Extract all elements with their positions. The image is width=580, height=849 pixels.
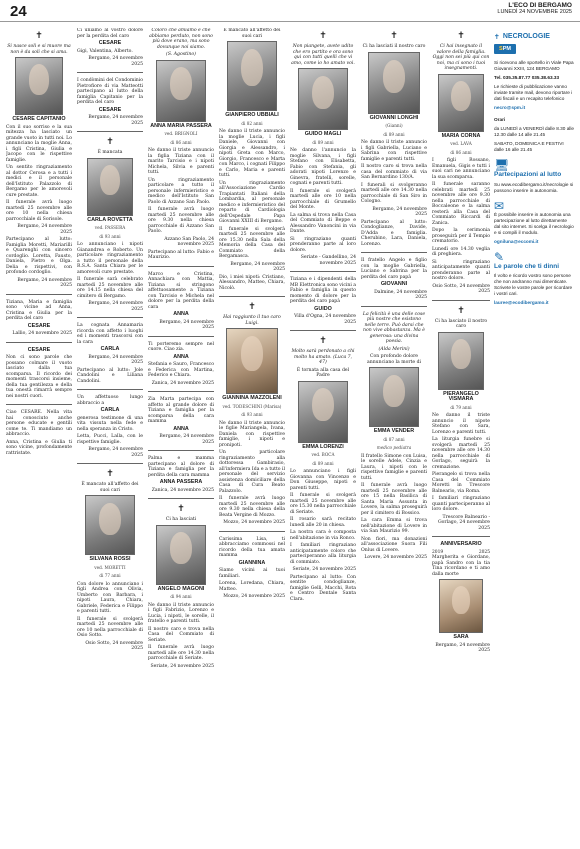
notice-text: Il rosario sarà recitato lunedì alle 20 in chiesa. (290, 517, 356, 528)
notice-text: I familiari ringraziano anticipatamente coloro che parteciperanno alla liturgia di commiato. (290, 543, 356, 565)
deceased-photo (227, 41, 277, 111)
divider (148, 336, 214, 337)
newspaper-name: L'ECO DI BERGAMO (508, 2, 572, 9)
notice-text: Ci ha lasciato il nostro caro (434, 318, 488, 329)
deceased-name: CESARE CAPITANIO (12, 116, 66, 122)
divider (77, 389, 143, 390)
sidebar-title (494, 34, 574, 40)
notice-text: Dopo la cerimonia proseguirà per il Tempio crematorio. (432, 228, 490, 244)
anniversary-year-end: 2025 (478, 549, 490, 555)
deceased-age: di 82 anni (241, 120, 263, 126)
notice-text: Marco e Cristina, Annachiara con Mattia, Tiziana si stringono affettuosamente a Tiziana con Tarcisio e Michela nel dolore per la perdita della cara (148, 271, 214, 310)
notice-text: Il nostro caro si trova nella casa del commiato di via San Bernardino 130/A. (361, 164, 427, 180)
deceased-age: di 77 anni (99, 573, 121, 578)
notice-text: Anna, Cristina e Giulia ti sono vicine, profondamente rattristate. (6, 439, 72, 456)
notice-date: Bergamo, 24 novembre 2025 (230, 261, 285, 272)
notice-text: Gigi, Valentina, Alberto. (77, 48, 133, 54)
notice-text: generosa testimone di una vita vissuta nella fede e nella speranza in Cristo. (77, 415, 143, 432)
notice-text: Un sentito ringraziamento al dottor Cerosa e a tutti i medici e il personale dell'Istituto Palazzolo di Bergamo per le amorevoli cure prestate. (6, 165, 72, 198)
notice-text: Con dolore lo annunciano i figli Andrea con Olivia, Umberto con Barbara, i nipoti Laura, Chiara, Gabriele, Federica e Filippo e parenti tutti. (77, 581, 143, 614)
divider (432, 300, 490, 301)
partecipazioni-title: Partecipazioni al lutto (494, 171, 562, 178)
notice-date: Bergamo, 24 novembre 2025 (159, 434, 214, 445)
deceased-photo (298, 381, 348, 443)
sidebar-text: Su www.ecodibergamo.it/necrologie si possono inserire in autonomia. (494, 181, 574, 193)
notice-date: Bergamo, 24 novembre 2025 (88, 447, 143, 458)
spm-logo (494, 44, 516, 54)
notice-date: Lallio, 24 novembre 2025 (12, 331, 72, 336)
deceased-age: di 89 anni (312, 460, 334, 466)
notice-text: Margherita e Giordano, papà Sandro con la tia Tina ricordano e ti amo dalla morte (432, 555, 490, 577)
notice-text: Lo annunciano i figli Giovanna con Vincenzo e Don Giuseppe, nipoti e parenti tutti. (290, 469, 356, 491)
notice-text: Si ringraziano quanti prenderanno parte al loro dolore. (290, 236, 356, 253)
notice-text: Un ringraziamento particolare a tutto il personale infermieristico e medico dell'Istituto San Paolo di Azzano San Paolo. (148, 177, 214, 205)
hours-weekend: SABATO, DOMENICA E FESTIVI dalle 16 alle 21.45 (494, 141, 564, 152)
deceased-subtitle: ved. MORETTI (94, 564, 126, 570)
notice-text: Il fratello Angelo e figlio con la moglie Gabriella, Luciano e Sabrina per la perdita del caro papà (361, 258, 427, 280)
deceased-subtitle: ved. LAVA (450, 141, 472, 146)
notice-text: Ne danno il triste annuncio i figli Fabrizio, Lorenzo e Lucia, i nipoti, le sorelle, il fratello e parenti tutti. (148, 602, 214, 624)
notice-text: Il funerale avrà luogo martedì 25 novembre alle ore 9.30 nella chiesa della Beata Vergine di Mozzo. (219, 496, 285, 518)
deceased-photo (85, 495, 135, 555)
notice-text: Un particolare ringraziamento alla dottoressa Gambirasio, all'infermiera Ida e a tutto il personale del servizio assistenza domiciliare della Casa di Cura Beato Palazzolo. (219, 450, 285, 494)
deceased-name: CESARE (27, 346, 51, 353)
pen-icon: ✎ (494, 249, 505, 264)
notice-text: È tornata alla casa del Padre (296, 367, 350, 378)
spm-logo-s: S (499, 46, 503, 52)
sidebar-email-link[interactable]: lauree@ecodibergamo.it (494, 300, 549, 305)
deceased-name: SILVANA ROSSI (89, 556, 131, 562)
notice-text: Con il suo sorriso e la sua mitezza ha lasciato un grande vuoto in tutti noi. Lo annunciano la moglie Anna, i figli Cristina, Giulia e Jacopo con le rispettive famiglie. (6, 124, 72, 163)
deceased-photo (439, 579, 483, 633)
notice-text: La cara Emma si trova nell'abitazione di Lovere in via San Maurizio 99. (361, 518, 427, 534)
notice-date: Lovere, 24 novembre 2025 (364, 555, 427, 560)
cross-icon: ✝ (35, 31, 43, 41)
notice-text: I condòmini del Condominio Pietrofiore di via Matteotti partecipano al lutto della famiglia Capitanio per la perdita del caro (77, 78, 143, 105)
notice-text: Lo annunciano i nipoti Gianandrea e Roberto. Un particolare ringraziamento a tutto il personale della R.S.A. Santa Chiara per le amorevoli cure prestate. (77, 242, 143, 275)
notice-date: Dalmine, 24 novembre 2025 (374, 289, 427, 300)
notice-text: Il funerale avrà luogo martedì alle ore 14.30 nella parrocchiale di Seriate. (148, 645, 214, 661)
quote: La felicità è una delle cose più nostre che esistono nelle terre. Può darsi che non vive abbastanza. Ma è generosa: una divina poesia. (362, 311, 426, 344)
deceased-name: EMMA LORENZI (302, 443, 344, 450)
notice-text: La salma si trova nella Casa del Commiato di Beppe e Alessandro Vanoncini in via Dante. (290, 212, 356, 234)
divider (290, 271, 356, 272)
notice-text: Il funerale sarà celebrato martedì 25 novembre alle ore 14.15 nella chiesa del cimitero di Bergamo. (77, 277, 143, 299)
divider (361, 306, 427, 307)
notice-date: Trescore Balneario - Gorlago, 24 novembre 2025 (437, 514, 490, 531)
notice-text: Lunedì ore 14.30 veglia di preghiera. (432, 246, 490, 257)
notice-text: Un affettuoso lungo abbraccio a (77, 395, 143, 406)
envelope-icon: ✉ (494, 198, 505, 213)
spm-logo-pm: PM (502, 46, 511, 52)
divider (361, 252, 427, 253)
notice-date: Bergamo, 24 novembre 2025 (88, 301, 143, 312)
cross-icon: ✝ (457, 31, 465, 41)
notice-date: Osio Sotto, 24 novembre 2025 (432, 283, 490, 294)
cross-icon: ✝ (248, 302, 256, 312)
cross-icon: ✝ (319, 31, 327, 41)
notice-date: Azzano San Paolo, 24 novembre 2025 (164, 236, 214, 247)
deceased-photo (369, 367, 419, 427)
notice-text: I figli Rossano, Emanuela, Gigis e tutti i suoi cari ne annunciano la sua scomparsa. (432, 158, 490, 180)
sidebar-phone: Tel. 035.35.87.77 035.38.63.33 (494, 75, 560, 80)
sidebar-email-link[interactable]: ogniluna@eccomi.it (494, 238, 539, 244)
notice-text: La cognata Annamaria ricorda con affetto i luoghi ed i momenti trascorsi con la cara (77, 323, 143, 345)
notice-text: Un ringraziamento all'Associazione Cardio Trapiantati Italiani della Lombardia, al personale medico e infermieristico del reparto di Cardiologia dell'Ospedale Papa Giovanni XXIII di Bergamo. (219, 180, 285, 224)
divider (432, 536, 490, 537)
deceased-name: ANGELO MAGONI (157, 585, 205, 592)
notice-date: Bergamo, 24 novembre 2025 (88, 354, 143, 365)
notice-text: Ne danno il triste annuncio i figli Gabriella, Luciano e Sabrina con rispettive famiglie e parenti tutti. (361, 140, 427, 162)
anniversary-year-start: 2019 (432, 549, 444, 555)
notice-text: Ne danno il triste annuncio la moglie Lucia, i figli Daniele, Giovanni con Giorgia e Alessandro, i nipoti Greta con Marco, Giorgio, Francesco e Marta con Marco, i cognati Filippo e Carlo, Maria e parenti tutti. (219, 129, 285, 178)
computer-icon: 🖥 (494, 158, 510, 172)
notice-text: Il funerale si svolgerà martedì 25 novembre alle ore 15.30 nella parrocchiale di Seriate. (290, 493, 356, 515)
deceased-subtitle: ved. TODESCHINI (Marisa) (222, 403, 282, 409)
deceased-photo (298, 68, 348, 130)
page-header (0, 0, 580, 22)
column-2 (77, 28, 143, 843)
sidebar-text: Si ricevono alle sportello in Viale Papa Giovanni XXIII, 124 BERGAMO (494, 60, 574, 71)
notice-text: Il fratello Simone con Luisa, le sorelle Adele, Cinzia e Laura, i nipoti con le rispettive famiglie e parenti tutti. (361, 453, 427, 481)
deceased-name: PIERANGELO VISMARA (443, 390, 479, 402)
notice-text: Tiziana e i dipendenti della MB Elettronica sono vicini a Fabio e famiglia in questo momento di dolore per la perdita del caro papà (290, 277, 356, 304)
column-4 (219, 28, 285, 843)
deceased-name: GUIDO MAGLI (304, 131, 342, 137)
sidebar-text: È possibile inserire in autonomia una partecipazione al lutto direttamente dal sito internet. Si scelga il necrologio e si compili il modulo. (494, 211, 574, 235)
notice-text: Letta, Pucci, Lalla, con le rispettive famiglie. (77, 434, 143, 445)
deceased-age: di 87 anni (383, 436, 405, 442)
notice-text: Siamo vicini ai tuoi familiari. (219, 568, 285, 579)
deceased-name: CESARE (27, 322, 51, 329)
parole-title: Le parole che ti dinni (494, 262, 560, 270)
notice-text: Ci ha lasciati (165, 517, 197, 522)
deceased-age: di 93 anni (241, 412, 263, 417)
notice-text: Dio, i miei nipoti: Cristiano, Alessandro, Matteo, Chiara, Nicolò. (219, 274, 285, 291)
notice-text: Lorena, Loredana, Chiara, Matteo. (219, 581, 285, 592)
deceased-subtitle: ved. BRIGNOLI (164, 131, 198, 136)
notice-text: Ci uniamo al vostro dolore per la perdita del caro (77, 28, 143, 39)
notice-text: Si ringraziano anticipatamente quanti prenderanno parte al nostro dolore. (432, 259, 490, 281)
notice-text: Non fiori, ma donazioni all'associazione Suora Fili Onlus di Lovere. (361, 536, 427, 553)
hours-title: Orari (494, 117, 506, 122)
notice-text: Ne danno il triste annuncio il nipote Stefano con Sara, Lorenzo e parenti tutti. (432, 413, 490, 435)
notice-text: Pierangelo si trova nella Casa del Commiato Moretti in Trescore Balneario, via Roma. (432, 472, 490, 494)
divider (219, 531, 285, 532)
column-3 (148, 28, 214, 843)
notice-date: Osio Sotto, 24 novembre 2025 (85, 640, 143, 651)
cross-icon: ✝ (319, 336, 327, 346)
notice-text: La nostra cara è composta nell'abitazione in via Ronco. (290, 530, 356, 541)
notice-date: Seriate, 24 novembre 2025 (150, 663, 214, 669)
sidebar-text: Le richieste di pubblicazione vanno inviate tramite mail, devono riportare i dati fiscali e un recapito telefonico (494, 84, 573, 101)
divider (290, 330, 356, 331)
notice-text: Carissima Lisa, ti abbracciamo commossi nel ricordo della tua amata mamma (219, 536, 285, 558)
deceased-name: CARLA (100, 346, 120, 352)
hours-weekdays: da LUNEDÌ a VENERDÌ dalle 8.30 alle 12.30 dalle 14 alle 21.45 (494, 126, 574, 137)
column-5 (290, 28, 356, 843)
notice-date: Mozzo, 24 novembre 2025 (223, 594, 285, 599)
notice-text: Partecipano al lutto: Condoglianze, Davide, D'Adda e famiglia. Cherubino, Lara, Daniela, Lorenzo. (361, 219, 427, 247)
deceased-age: di 86 anni (170, 139, 192, 145)
divider (148, 266, 214, 267)
notice-text: È mancata (97, 150, 123, 155)
notice-text: Il funerale saranno celebrati martedì 25 novembre alle ore 9.30 nella parrocchiale di Boccaleone e la salma resterà alla Casa del Commiato Riccardi di Zanica. (432, 182, 490, 226)
divider (6, 294, 72, 295)
divider (77, 463, 143, 464)
notice-text: I funerali si svolgeranno martedì alle ore 14.30 nella parrocchiale di San Siro in Cologno. (361, 182, 427, 204)
quote: Non piangete, avete udito che ero partito e ora sono qui con tutti quelli che vi amo, come io ho amato voi. (291, 44, 355, 66)
deceased-name: GIANNINA MAZZOLENI (222, 395, 282, 401)
notice-date: Seriate - Gandellino, 24 novembre 2025 (300, 255, 356, 266)
deceased-subtitle: ved. PASSERA (94, 225, 126, 230)
deceased-photo (156, 60, 206, 122)
notice-date: Zanica, 24 novembre 2025 (151, 487, 214, 493)
deceased-name: CARLA (100, 407, 120, 413)
divider (148, 498, 214, 499)
divider (6, 404, 72, 405)
quote: Hai raggiunto il tuo caro Luigi. (223, 315, 281, 326)
notice-text: Il funerale si svolgerà martedì 25 novembre alle ore 10 nella parrocchiale di Osio Sotto. (77, 616, 143, 638)
deceased-name: ANNA (173, 353, 189, 360)
notice-text: Tiziana, Maria e famiglia sono vicine ad Anna, Cristina e Giulia per la perdita del caro (6, 299, 72, 321)
deceased-photo (438, 332, 484, 390)
divider (77, 131, 143, 132)
deceased-name: CESARE (98, 40, 122, 46)
notice-date: Zanica, 24 novembre 2025 (151, 380, 214, 386)
deceased-name: CESARE (98, 106, 122, 113)
deceased-name: GIOVANNI LONGHI (369, 114, 419, 121)
deceased-subtitle: medico pediatra (376, 445, 412, 450)
divider (148, 450, 214, 451)
deceased-photo (438, 74, 484, 132)
notice-text: Partecipano al lutto: Fabio e Maurizio. (148, 249, 214, 260)
deceased-name: ANNA (173, 425, 189, 432)
deceased-name: GIANPIERO UBBIALI (225, 112, 279, 118)
deceased-name: ANNA MARIA PASSERA (150, 122, 212, 129)
deceased-photo (15, 57, 63, 115)
divider (6, 342, 72, 343)
notice-date: Bergamo, 24 novembre 2025 (159, 319, 214, 330)
deceased-age: di 79 anni (450, 404, 472, 410)
cross-icon: ✝ (106, 469, 114, 479)
deceased-name: EMMA VENDER (373, 428, 415, 434)
notice-date: Bergamo, 24 novembre 2025 (372, 206, 427, 217)
notice-date: Villa d'Ogna, 24 novembre 2025 (294, 314, 356, 325)
page-number: 24 (10, 3, 27, 20)
notice-text: Ne danno l'annuncio la moglie Silvana, i figli Stefano con Elisabetta, Fabio con Stefania, gli adorati nipoti Lorenzo e Ginevra, fratelli, sorelle, cognati e parenti tutti. (290, 148, 356, 186)
deceased-name: CARLA ROVETTA (87, 216, 133, 223)
deceased-photo (226, 328, 278, 394)
notice-text: Palma e mamma partecipano al dolore di Tiziana e famiglia per la perdita della cara mamma (148, 456, 214, 478)
notice-text: Il nostro caro e trova nella Casa del Commiato di Seriate. (148, 626, 214, 643)
notice-date: Bergamo, 24 novembre 2025 (88, 56, 143, 67)
sidebar-title-text: NECROLOGIE (502, 33, 550, 40)
deceased-name: GIANNINA (238, 559, 266, 566)
deceased-name: ANNA (173, 311, 189, 317)
divider (148, 391, 214, 392)
cross-icon: ✝ (177, 504, 185, 514)
deceased-age: di 94 anni (170, 594, 192, 599)
notice-text: Stefania e Sauro, Francesco e Federica con Martina, Federico e Chiara. (148, 362, 214, 378)
notice-text: Il funerale avrà luogo martedì 25 novembre alle ore 10 nella chiesa parrocchiale di Sorisole. (6, 200, 72, 222)
quote: Ci hai insegnato il valore della famiglia. Oggi non sei più qui con noi, ma ci sono i tuoi insegnamenti. (432, 44, 490, 71)
quote: Si nasce soli e si muore ma non è da soli che si ama. (7, 44, 71, 55)
cross-icon: ✝ (457, 305, 465, 316)
deceased-photo (87, 158, 133, 216)
deceased-name: SARA (453, 634, 469, 640)
deceased-name: GIOVANNI (380, 281, 408, 287)
notice-text: Con profondo dolore annunciano la morte di (367, 354, 421, 365)
necrology-info-sidebar (494, 28, 574, 843)
divider (77, 72, 143, 73)
notice-text: Partecipano al lutto: Famiglia Moretti, Mariarilli e Quarenghi con sincero cordoglio. Loretta, Fausto, Daniela, Pietro e Olga. Delia e rispettivi, con profondo cordoglio. (6, 237, 72, 275)
notice-text: Ti porteremo sempre nel cuore. Ciao zia. (148, 341, 214, 352)
column-1 (6, 28, 72, 843)
deceased-photo (368, 52, 420, 114)
notice-text: Partecipano al lutto: Jole Candolini e Liliana Candolini. (77, 367, 143, 384)
notice-date: Bergamo, 24 novembre 2025 (88, 115, 143, 126)
deceased-subtitle: ved. BOCA (311, 452, 335, 457)
quote: Molto sarà perdonato a chi molto ha amato. (Luca 7, 47) (291, 349, 355, 365)
newspaper-date: LUNEDÌ 24 NOVEMBRE 2025 (497, 9, 572, 15)
deceased-name: ANNA PASSERA (159, 479, 203, 485)
notice-text: Ci ha lasciati il nostro caro (362, 44, 426, 49)
notice-text: Il funerale avrà luogo martedì 25 novembre alle ore 9.30 nella chiesa parrocchiale di Azzano San Paolo. (148, 207, 214, 234)
deceased-age: di 86 anni (450, 149, 472, 155)
divider (77, 317, 143, 318)
notice-text: Zia Marta partecipa con affetto al grande dolore di Tiziana e famiglia per la scomparsa della cara mamma (148, 397, 214, 424)
notice-text: Partecipano al lutto: Con sentite condoglianze, famiglie Gelli, Macchi, Rota e Centro Dentale Santa Clara. (290, 574, 356, 602)
anniversary-title: ANNIVERSARIO (440, 541, 482, 547)
quote: Coloro che amiamo e che abbiamo perduto, non sono più dove erano, ma sono dovunque noi siamo. (149, 28, 213, 50)
deceased-name: GUIDO (314, 305, 332, 312)
deceased-subtitle: (Gianni) (385, 123, 403, 128)
notice-text: Ciao CESARE. Nella vita hai conosciuto anche persone educate e gentili come te. Ti mandiamo un abbraccio. (6, 410, 72, 437)
cross-icon: ✝ (494, 33, 500, 41)
deceased-photo (156, 525, 206, 585)
divider (219, 296, 285, 297)
quote-author: (S. Agostino) (166, 52, 196, 57)
column-7 (432, 28, 490, 843)
sidebar-email-link[interactable]: necro@spm.it (494, 105, 526, 110)
notice-text: Il funerale si svolgerà martedì alle ore 10 nella parrocchiale di Grumello del Monte. (290, 188, 356, 210)
notice-text: Ne danno il triste annuncio la figlia Tiziana con il marito Tarcisio e i nipoti Michela, Silvia e parenti tutti. (148, 148, 214, 175)
notice-date: Bergamo, 24 novembre 2025 (17, 277, 72, 288)
notice-date: Seriate, 24 novembre 2025 (292, 567, 356, 572)
quote-author: (Alda Merini) (378, 346, 410, 352)
notice-text: Ne danno il triste annuncio le figlie Mariangela, Ivana, Daniela con rispettive famiglie, i nipoti e pronipoti. (219, 420, 285, 448)
deceased-age: di 93 anni (99, 233, 121, 239)
newspaper-masthead (497, 2, 572, 16)
notice-date: Bergamo, 24 novembre 2025 (435, 642, 490, 653)
notice-date: Mozzo, 24 novembre 2025 (223, 520, 285, 525)
notice-text: I familiari ringraziano quanti parteciperanno al loro dolore. (432, 496, 490, 512)
notice-text: La liturgia funebre si svolgerà martedì 25 novembre alle ore 14.30 nella parrocchiale di Gorlago, seguirà la cremazione. (432, 437, 490, 470)
deceased-age: di 89 anni (383, 131, 405, 137)
cross-icon: ✝ (106, 137, 114, 147)
notice-date: Bergamo, 24 novembre 2025 (17, 224, 72, 235)
notice-text: Il funerale avrà luogo martedì 25 novembre alle ore 15 nella Basilica di Santa Maria Assunta in Lovere, la salma proseguirà per il cimitero di Bossico. (361, 483, 427, 516)
deceased-name: MARIA CORNA (441, 132, 481, 139)
notice-text: Il funerale si svolgerà martedì 25 novembre alle ore 15.30 nella Sala della Memoria della Casa del Commiato della Bergamasca. (219, 226, 285, 259)
column-6 (361, 28, 427, 843)
notice-text: Non ci sono parole che possano colmare il vuoto lasciato dalla tua scomparsa. Il ricordo dei momenti trascorsi insieme, della tua gentilezza e della tua onestà rimarrà sempre nei nostri cuori. (6, 355, 72, 399)
cross-icon: ✝ (390, 31, 398, 41)
notice-text: È mancato all'affetto dei suoi cari (81, 482, 139, 493)
notice-text: È mancato all'affetto dei suoi cari (223, 28, 281, 39)
deceased-age: di 89 anni (312, 139, 334, 145)
sidebar-text: Il volto e ricordo vostro sono persone che non andranno mai dimenticate. Scrivete le vostre parole per ricordare i vostri cari. (494, 273, 573, 296)
